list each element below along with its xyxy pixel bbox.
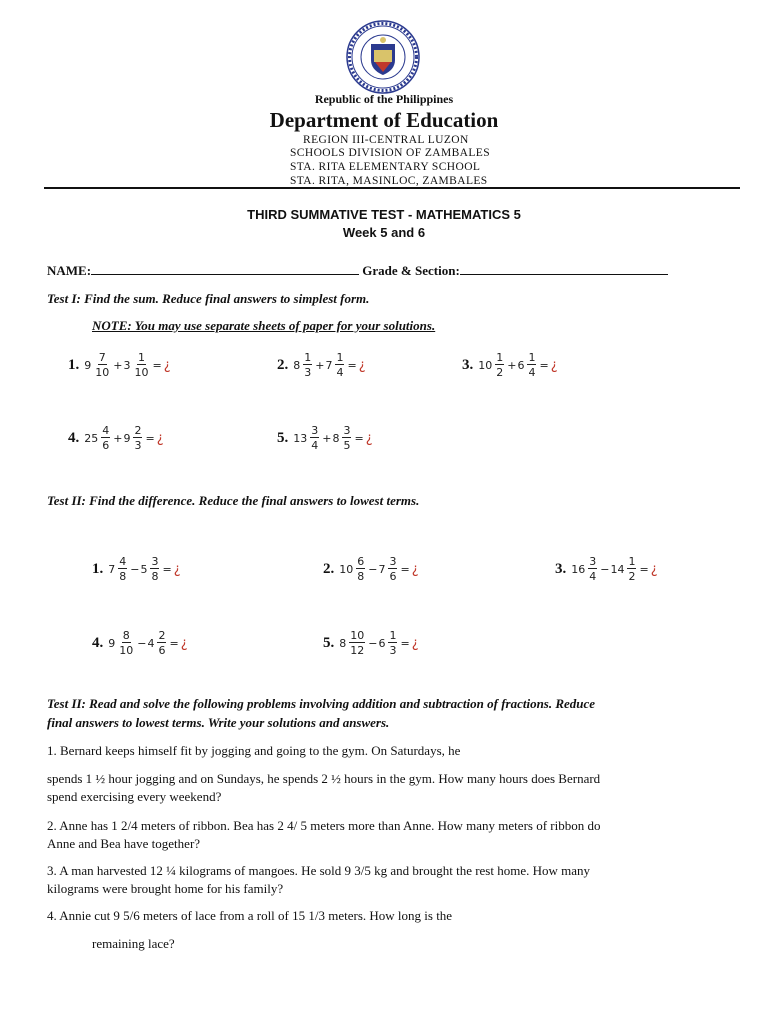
fraction-2 — [342, 425, 351, 451]
denominator-2: 3 — [389, 644, 397, 657]
answer-placeholder: ¿ — [365, 430, 373, 446]
answer-placeholder: ¿ — [411, 635, 419, 651]
fraction-1 — [588, 556, 597, 582]
denominator-1: 6 — [102, 439, 110, 452]
equals-sign: = — [639, 562, 649, 576]
test1-item-4 — [68, 425, 164, 451]
whole-number-1: 9 — [84, 358, 92, 372]
fraction-expression — [339, 630, 418, 656]
test-week: Week 5 and 6 — [342, 225, 426, 240]
numerator-1: 7 — [98, 351, 106, 364]
department-title: Department of Education — [269, 108, 499, 132]
denominator-2: 2 — [628, 570, 636, 583]
denominator-2: 8 — [151, 570, 159, 583]
fraction-expression — [339, 556, 418, 582]
test-title: THIRD SUMMATIVE TEST - MATHEMATICS 5 — [247, 207, 521, 222]
whole-number-1: 7 — [108, 562, 116, 576]
whole-number-1: 10 — [478, 358, 493, 372]
answer-placeholder: ¿ — [163, 357, 171, 373]
whole-number-2: 6 — [517, 358, 525, 372]
problem-1-line-3: spend exercising every weekend? — [47, 789, 222, 804]
item-number: 4. — [68, 429, 80, 446]
denominator-1: 4 — [311, 439, 319, 452]
item-number: 3. — [462, 356, 474, 373]
problem-3-line-1: 3. A man harvested 12 ¼ kilograms of mangoes. He sold 9 3/5 kg and brought the rest home. How many — [47, 863, 591, 878]
test2-item-2 — [323, 556, 419, 582]
fraction-2 — [335, 352, 344, 378]
denominator-2: 10 — [134, 366, 149, 379]
denominator-1: 10 — [119, 644, 134, 657]
test1-instruction: Test I: Find the sum. Reduce final answers to simplest form. — [47, 291, 370, 306]
fraction-expression — [293, 352, 365, 378]
numerator-2: 3 — [389, 555, 397, 568]
answer-placeholder: ¿ — [156, 430, 164, 446]
answer-placeholder: ¿ — [358, 357, 366, 373]
fraction-2 — [150, 556, 159, 582]
item-number: 2. — [277, 356, 289, 373]
answer-placeholder: ¿ — [411, 561, 419, 577]
numerator-2: 2 — [134, 424, 142, 437]
test2-item-5 — [323, 630, 419, 656]
operator: − — [368, 562, 378, 576]
whole-number-2: 5 — [140, 562, 148, 576]
operator: − — [130, 562, 140, 576]
numerator-1: 1 — [304, 351, 312, 364]
test3-instruction-1: Test II: Read and solve the following problems involving addition and subtraction of fractions. Reduce — [47, 696, 596, 711]
whole-number-2: 6 — [378, 636, 386, 650]
numerator-2: 1 — [628, 555, 636, 568]
denominator-2: 4 — [336, 366, 344, 379]
deped-seal-logo — [346, 20, 420, 94]
fraction-2 — [388, 556, 397, 582]
fraction-expression — [293, 425, 372, 451]
numerator-1: 3 — [311, 424, 319, 437]
fraction-1 — [118, 556, 127, 582]
fraction-2 — [388, 630, 397, 656]
operator: − — [368, 636, 378, 650]
problem-4-line-1: 4. Annie cut 9 5/6 meters of lace from a roll of 15 1/3 meters. How long is the — [47, 908, 453, 923]
fraction-expression — [478, 352, 557, 378]
equals-sign: = — [169, 636, 179, 650]
whole-number-1: 8 — [293, 358, 301, 372]
numerator-1: 8 — [122, 629, 130, 642]
fraction-1 — [101, 425, 110, 451]
operator: − — [600, 562, 610, 576]
equals-sign: = — [347, 358, 357, 372]
region-line: REGION III-CENTRAL LUZON — [303, 134, 469, 146]
numerator-2: 3 — [151, 555, 159, 568]
equals-sign: = — [162, 562, 172, 576]
denominator-1: 3 — [304, 366, 312, 379]
numerator-2: 2 — [158, 629, 166, 642]
whole-number-1: 13 — [293, 431, 308, 445]
fraction-1 — [349, 630, 365, 656]
whole-number-2: 9 — [123, 431, 131, 445]
fraction-expression — [84, 352, 170, 378]
whole-number-1: 9 — [108, 636, 116, 650]
item-number: 4. — [92, 634, 104, 651]
item-number: 3. — [555, 560, 567, 577]
fraction-expression — [84, 425, 163, 451]
test1-note: NOTE: You may use separate sheets of paper for your solutions. — [92, 318, 436, 333]
whole-number-2: 3 — [123, 358, 131, 372]
answer-placeholder: ¿ — [650, 561, 658, 577]
numerator-2: 1 — [336, 351, 344, 364]
fraction-2 — [157, 630, 166, 656]
denominator-2: 6 — [389, 570, 397, 583]
test1-item-1 — [68, 352, 171, 378]
whole-number-2: 7 — [378, 562, 386, 576]
equals-sign: = — [145, 431, 155, 445]
denominator-1: 8 — [357, 570, 365, 583]
fraction-expression — [108, 630, 187, 656]
denominator-1: 2 — [496, 366, 504, 379]
item-number: 2. — [323, 560, 335, 577]
equals-sign: = — [400, 562, 410, 576]
grade-blank[interactable] — [460, 262, 668, 275]
fraction-1 — [356, 556, 365, 582]
fraction-2 — [527, 352, 536, 378]
problem-2-line-2: Anne and Bea have together? — [47, 836, 201, 851]
numerator-2: 1 — [137, 351, 145, 364]
test2-item-3 — [555, 556, 658, 582]
test2-item-1 — [92, 556, 181, 582]
address-line: STA. RITA, MASINLOC, ZAMBALES — [290, 175, 488, 187]
problem-1-line-2: spends 1 ½ hour jogging and on Sundays, he spends 2 ½ hours in the gym. How many hours does Bernard — [47, 771, 601, 786]
fraction-1 — [303, 352, 312, 378]
whole-number-2: 4 — [147, 636, 155, 650]
denominator-1: 10 — [95, 366, 110, 379]
operator: + — [322, 431, 332, 445]
whole-number-2: 14 — [610, 562, 625, 576]
numerator-2: 3 — [343, 424, 351, 437]
numerator-1: 10 — [350, 629, 365, 642]
numerator-2: 1 — [528, 351, 536, 364]
equals-sign: = — [152, 358, 162, 372]
problem-4-line-2: remaining lace? — [92, 936, 175, 951]
problem-2-line-1: 2. Anne has 1 2/4 meters of ribbon. Bea has 2 4/ 5 meters more than Anne. How many meters of ribbon do — [47, 818, 601, 833]
operator: + — [113, 431, 123, 445]
denominator-1: 12 — [350, 644, 365, 657]
test3-instruction-2: final answers to lowest terms. Write your solutions and answers. — [47, 715, 390, 730]
school-line: STA. RITA ELEMENTARY SCHOOL — [290, 161, 481, 173]
problem-3-line-2: kilograms were brought home for his family? — [47, 881, 284, 896]
fraction-expression — [571, 556, 657, 582]
denominator-1: 4 — [589, 570, 597, 583]
denominator-2: 6 — [158, 644, 166, 657]
whole-number-1: 10 — [339, 562, 354, 576]
grade-label: Grade & Section: — [362, 263, 460, 278]
item-number: 1. — [68, 356, 80, 373]
numerator-2: 1 — [389, 629, 397, 642]
division-line: SCHOOLS DIVISION OF ZAMBALES — [290, 147, 491, 159]
test1-item-5 — [277, 425, 373, 451]
denominator-2: 3 — [134, 439, 142, 452]
fraction-1 — [94, 352, 110, 378]
test2-instruction: Test II: Find the difference. Reduce the final answers to lowest terms. — [47, 493, 420, 508]
denominator-2: 4 — [528, 366, 536, 379]
equals-sign: = — [354, 431, 364, 445]
numerator-1: 3 — [589, 555, 597, 568]
answer-placeholder: ¿ — [550, 357, 558, 373]
item-number: 5. — [323, 634, 335, 651]
fraction-2 — [133, 352, 149, 378]
whole-number-1: 25 — [84, 431, 99, 445]
name-blank[interactable] — [91, 262, 359, 275]
republic-line: Republic of the Philippines — [314, 92, 454, 106]
item-number: 1. — [92, 560, 104, 577]
fraction-1 — [118, 630, 134, 656]
numerator-1: 6 — [357, 555, 365, 568]
whole-number-2: 7 — [325, 358, 333, 372]
fraction-2 — [627, 556, 636, 582]
item-number: 5. — [277, 429, 289, 446]
name-label: NAME: — [47, 263, 92, 278]
equals-sign: = — [539, 358, 549, 372]
operator: + — [113, 358, 123, 372]
test1-item-3 — [462, 352, 558, 378]
fraction-1 — [495, 352, 504, 378]
answer-placeholder: ¿ — [180, 635, 188, 651]
test2-item-4 — [92, 630, 188, 656]
denominator-1: 8 — [119, 570, 127, 583]
numerator-1: 4 — [102, 424, 110, 437]
test1-item-2 — [277, 352, 366, 378]
denominator-2: 5 — [343, 439, 351, 452]
operator: + — [315, 358, 325, 372]
fraction-2 — [133, 425, 142, 451]
numerator-1: 1 — [496, 351, 504, 364]
equals-sign: = — [400, 636, 410, 650]
whole-number-2: 8 — [332, 431, 340, 445]
name-grade-row — [47, 262, 668, 279]
problem-1-line-1: 1. Bernard keeps himself fit by jogging and going to the gym. On Saturdays, he — [47, 743, 461, 758]
header-divider — [44, 187, 740, 189]
whole-number-1: 16 — [571, 562, 586, 576]
operator: + — [507, 358, 517, 372]
answer-placeholder: ¿ — [173, 561, 181, 577]
numerator-1: 4 — [119, 555, 127, 568]
fraction-1 — [310, 425, 319, 451]
whole-number-1: 8 — [339, 636, 347, 650]
operator: − — [137, 636, 147, 650]
fraction-expression — [108, 556, 180, 582]
